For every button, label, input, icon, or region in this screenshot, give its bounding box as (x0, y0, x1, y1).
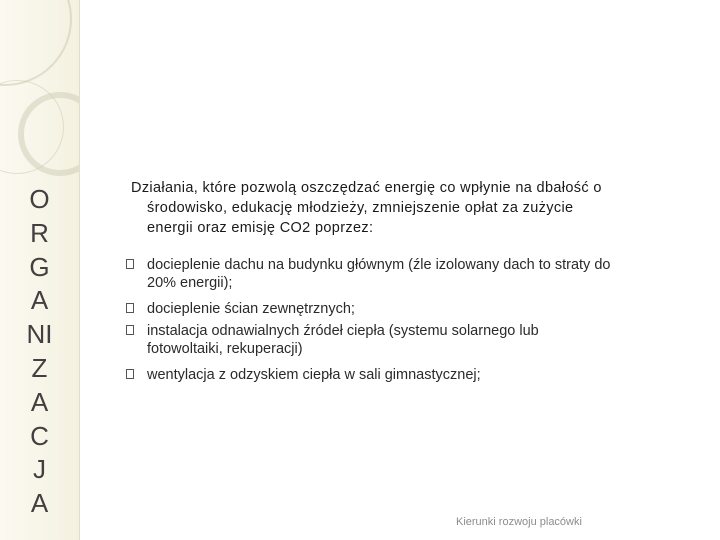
vertical-title-letter: J (33, 454, 46, 485)
vertical-title-letter: C (30, 420, 49, 451)
bullet-square-icon (126, 259, 134, 269)
list-item (126, 256, 706, 292)
list-item-text: docieplenie dachu na budynku głównym (źle izolowany dach to straty do (147, 257, 611, 273)
vertical-title-letter: NI (26, 319, 53, 350)
vertical-title-letter: R (30, 217, 49, 248)
list-item (126, 300, 706, 318)
intro-line: Działania, które pozwolą oszczędzać energię co wpłynie na dbałość o (131, 180, 602, 196)
intro-line: środowisko, edukację młodzieży, zmniejszenie opłat za zużycie (147, 200, 574, 216)
measures-list (126, 256, 706, 384)
bullet-square-icon (126, 369, 134, 379)
list-item (126, 322, 706, 358)
vertical-title-letter: Z (31, 352, 48, 383)
list-item-text: instalacja odnawialnych źródeł ciepła (systemu solarnego lub (147, 323, 539, 339)
list-item-text: wentylacja z odzyskiem ciepła w sali gimnastycznej; (147, 367, 481, 383)
bullet-square-icon (126, 303, 134, 313)
list-item-text: fotowoltaiki, rekuperacji) (147, 341, 303, 357)
bullet-square-icon (126, 325, 134, 335)
list-item-text: 20% energii); (147, 275, 233, 291)
list-item-text: docieplenie ścian zewnętrznych; (147, 301, 355, 317)
intro-line: energii oraz emisję CO2 poprzez: (147, 220, 374, 236)
vertical-title-letter: A (30, 285, 49, 316)
vertical-title-letter: A (30, 386, 49, 417)
decorative-circle (0, 0, 72, 86)
vertical-title-letter: A (30, 488, 49, 519)
list-item (126, 366, 706, 384)
vertical-title (0, 183, 79, 521)
vertical-title-letter: G (29, 251, 50, 282)
vertical-title-letter: O (29, 184, 50, 214)
sidebar-panel (0, 0, 80, 540)
intro-paragraph (131, 178, 703, 238)
footer-caption: Kierunki rozwoju placówki (456, 516, 582, 528)
